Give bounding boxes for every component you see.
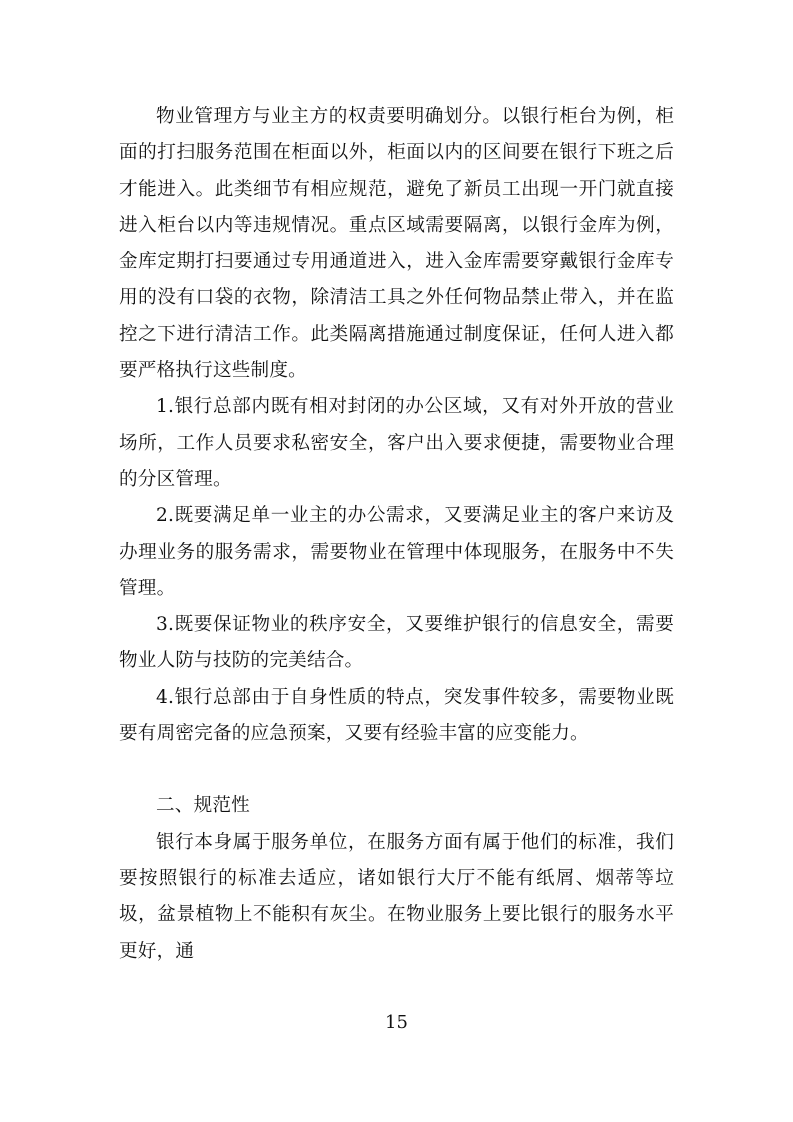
page-body <box>119 99 674 970</box>
list-item-3: 3.既要保证物业的秩序安全，又要维护银行的信息安全，需要物业人防与技防的完美结合。 <box>119 614 674 672</box>
section-heading: 二、规范性 <box>156 795 250 817</box>
list-item-4: 4.银行总部由于自身性质的特点，突发事件较多，需要物业既要有周密完备的应急预案，又要有经验丰富的应变能力。 <box>119 686 674 745</box>
page-number: 15 <box>385 1012 408 1033</box>
list-item-2: 2.既要满足单一业主的办公需求，又要满足业主的客户来访及办理业务的服务需求，需要物业在管理中体现服务，在服务中不失管理。 <box>119 505 674 599</box>
paragraph-standards: 银行本身属于服务单位，在服务方面有属于他们的标准，我们要按照银行的标准去适应，诸如银行大厅不能有纸屑、烟蒂等垃圾，盆景植物上不能积有灰尘。在物业服务上要比银行的服务水平更好，通 <box>119 831 674 962</box>
paragraph-responsibilities: 物业管理方与业主方的权责要明确划分。以银行柜台为例，柜面的打扫服务范围在柜面以外，柜面以内的区间要在银行下班之后才能进入。此类细节有相应规范，避免了新员工出现一开门就直接进入柜台以内等违规情况。重点区域需要隔离，以银行金库为例，金库定期打扫要通过专用通道进入，进入金库需要穿戴银行金库专用的没有口袋的衣物，除清洁工具之外任何物品禁止带入，并在监控之下进行清洁工作。此类隔离措施通过制度保证，任何人进入都要严格执行这些制度。 <box>119 106 674 382</box>
list-item-1: 1.银行总部内既有相对封闭的办公区域，又有对外开放的营业场所，工作人员要求私密安全，客户出入要求便捷，需要物业合理的分区管理。 <box>119 396 674 490</box>
